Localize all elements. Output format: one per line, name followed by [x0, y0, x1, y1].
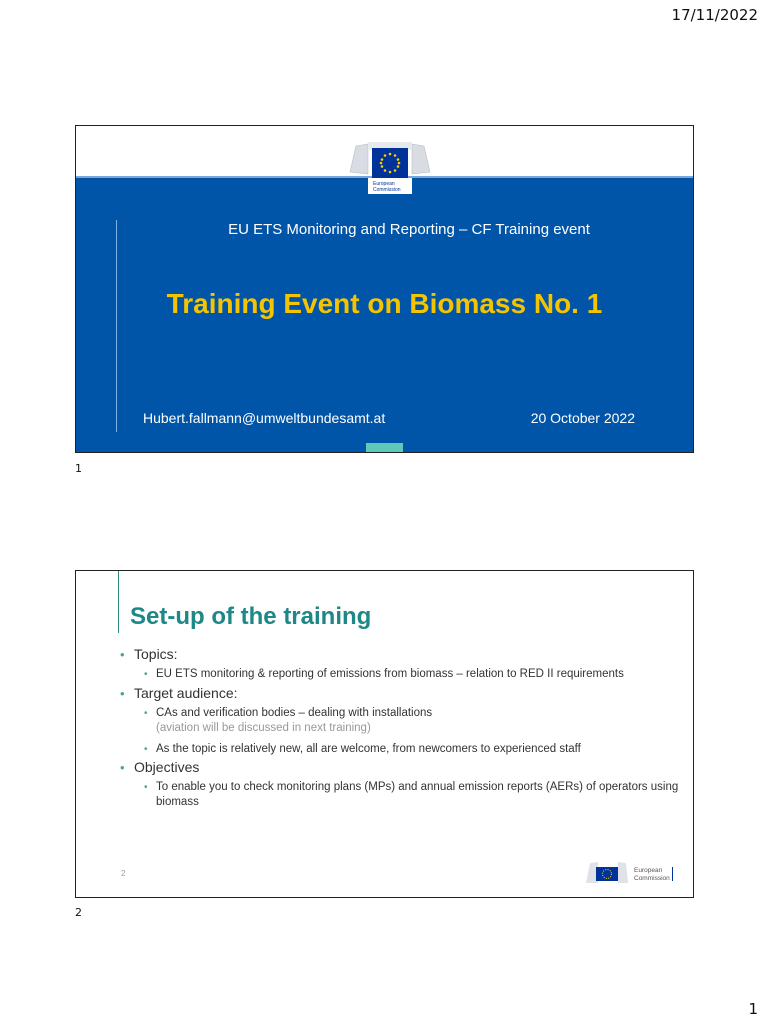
slide-body: [120, 645, 680, 810]
logo-text-line2: Commission: [373, 187, 401, 193]
bullet-objectives-item: • To enable you to check monitoring plans (MPs) and annual emission reports (AERs) of operators using biomass: [144, 780, 680, 810]
bullet-audience-item1: [144, 706, 680, 736]
audience-item1-text: • CAs and verification bodies – dealing with installations: [156, 707, 433, 719]
event-date: 20 October 2022: [530, 410, 635, 426]
bullet-audience: • Target audience:: [120, 685, 680, 702]
slide-2: [75, 570, 694, 898]
slide-accent-line: [116, 220, 117, 432]
logo-text-line1: European: [634, 867, 663, 874]
audience-item1-note: (aviation will be discussed in next training): [156, 722, 371, 734]
inner-slide-number: 2: [121, 869, 126, 878]
accent-tab: [366, 443, 403, 453]
bullet-audience-item2: • As the topic is relatively new, all are welcome, from newcomers to experienced staff: [144, 742, 680, 757]
page-number: 1: [748, 1000, 758, 1018]
slide-title: Training Event on Biomass No. 1: [166, 288, 603, 319]
bullet-topics-item: • EU ETS monitoring & reporting of emissions from biomass – relation to RED II requirements: [144, 667, 680, 682]
author-email: Hubert.fallmann@umweltbundesamt.at: [143, 410, 386, 426]
european-commission-logo: [584, 859, 676, 885]
slide-accent-line: [118, 571, 119, 633]
slide-1: [75, 125, 694, 453]
bullet-objectives: • Objectives: [120, 759, 680, 776]
slide-number-label: 2: [75, 906, 82, 919]
slide-number-label: 1: [75, 462, 82, 475]
european-commission-logo: [348, 134, 432, 194]
logo-text-line2: Commission: [634, 875, 670, 882]
bullet-topics: • Topics:: [120, 646, 680, 663]
logo-text-line1: European: [373, 181, 395, 187]
slide-title: Set-up of the training: [130, 603, 372, 630]
header-date: 17/11/2022: [671, 6, 758, 24]
slide-subtitle: EU ETS Monitoring and Reporting – CF Training event: [228, 221, 590, 238]
